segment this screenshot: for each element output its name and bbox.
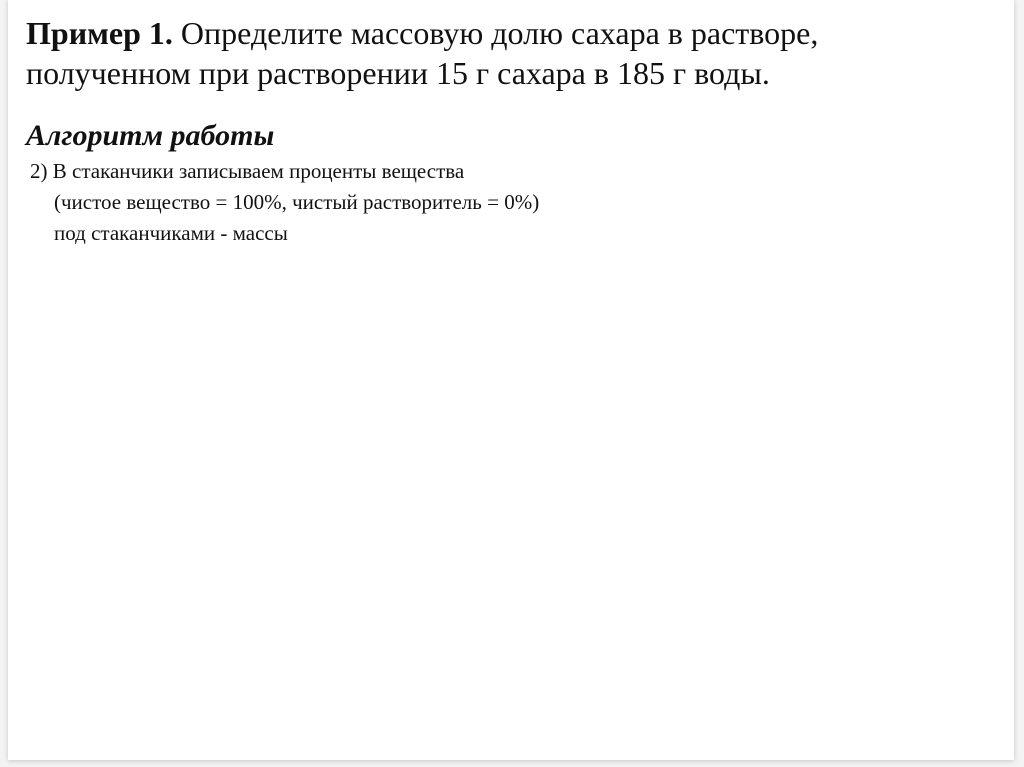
algorithm-step-line-3: под стаканчиками - массы [54,221,288,245]
algorithm-heading: Алгоритм работы [26,119,275,152]
title-text-1: Определите массовую долю сахара в растворе, [172,15,819,51]
slide [8,0,1014,760]
algorithm-step-line-1: 2) В стаканчики записываем проценты вещества [30,159,465,183]
title-line-1 [26,14,818,52]
example-label: Пример 1. [26,15,173,51]
title-line-2: полученном при растворении 15 г сахара в 185 г воды. [26,55,770,91]
algorithm-step-line-2: (чистое вещество = 100%, чистый растворитель = 0%) [54,190,540,214]
